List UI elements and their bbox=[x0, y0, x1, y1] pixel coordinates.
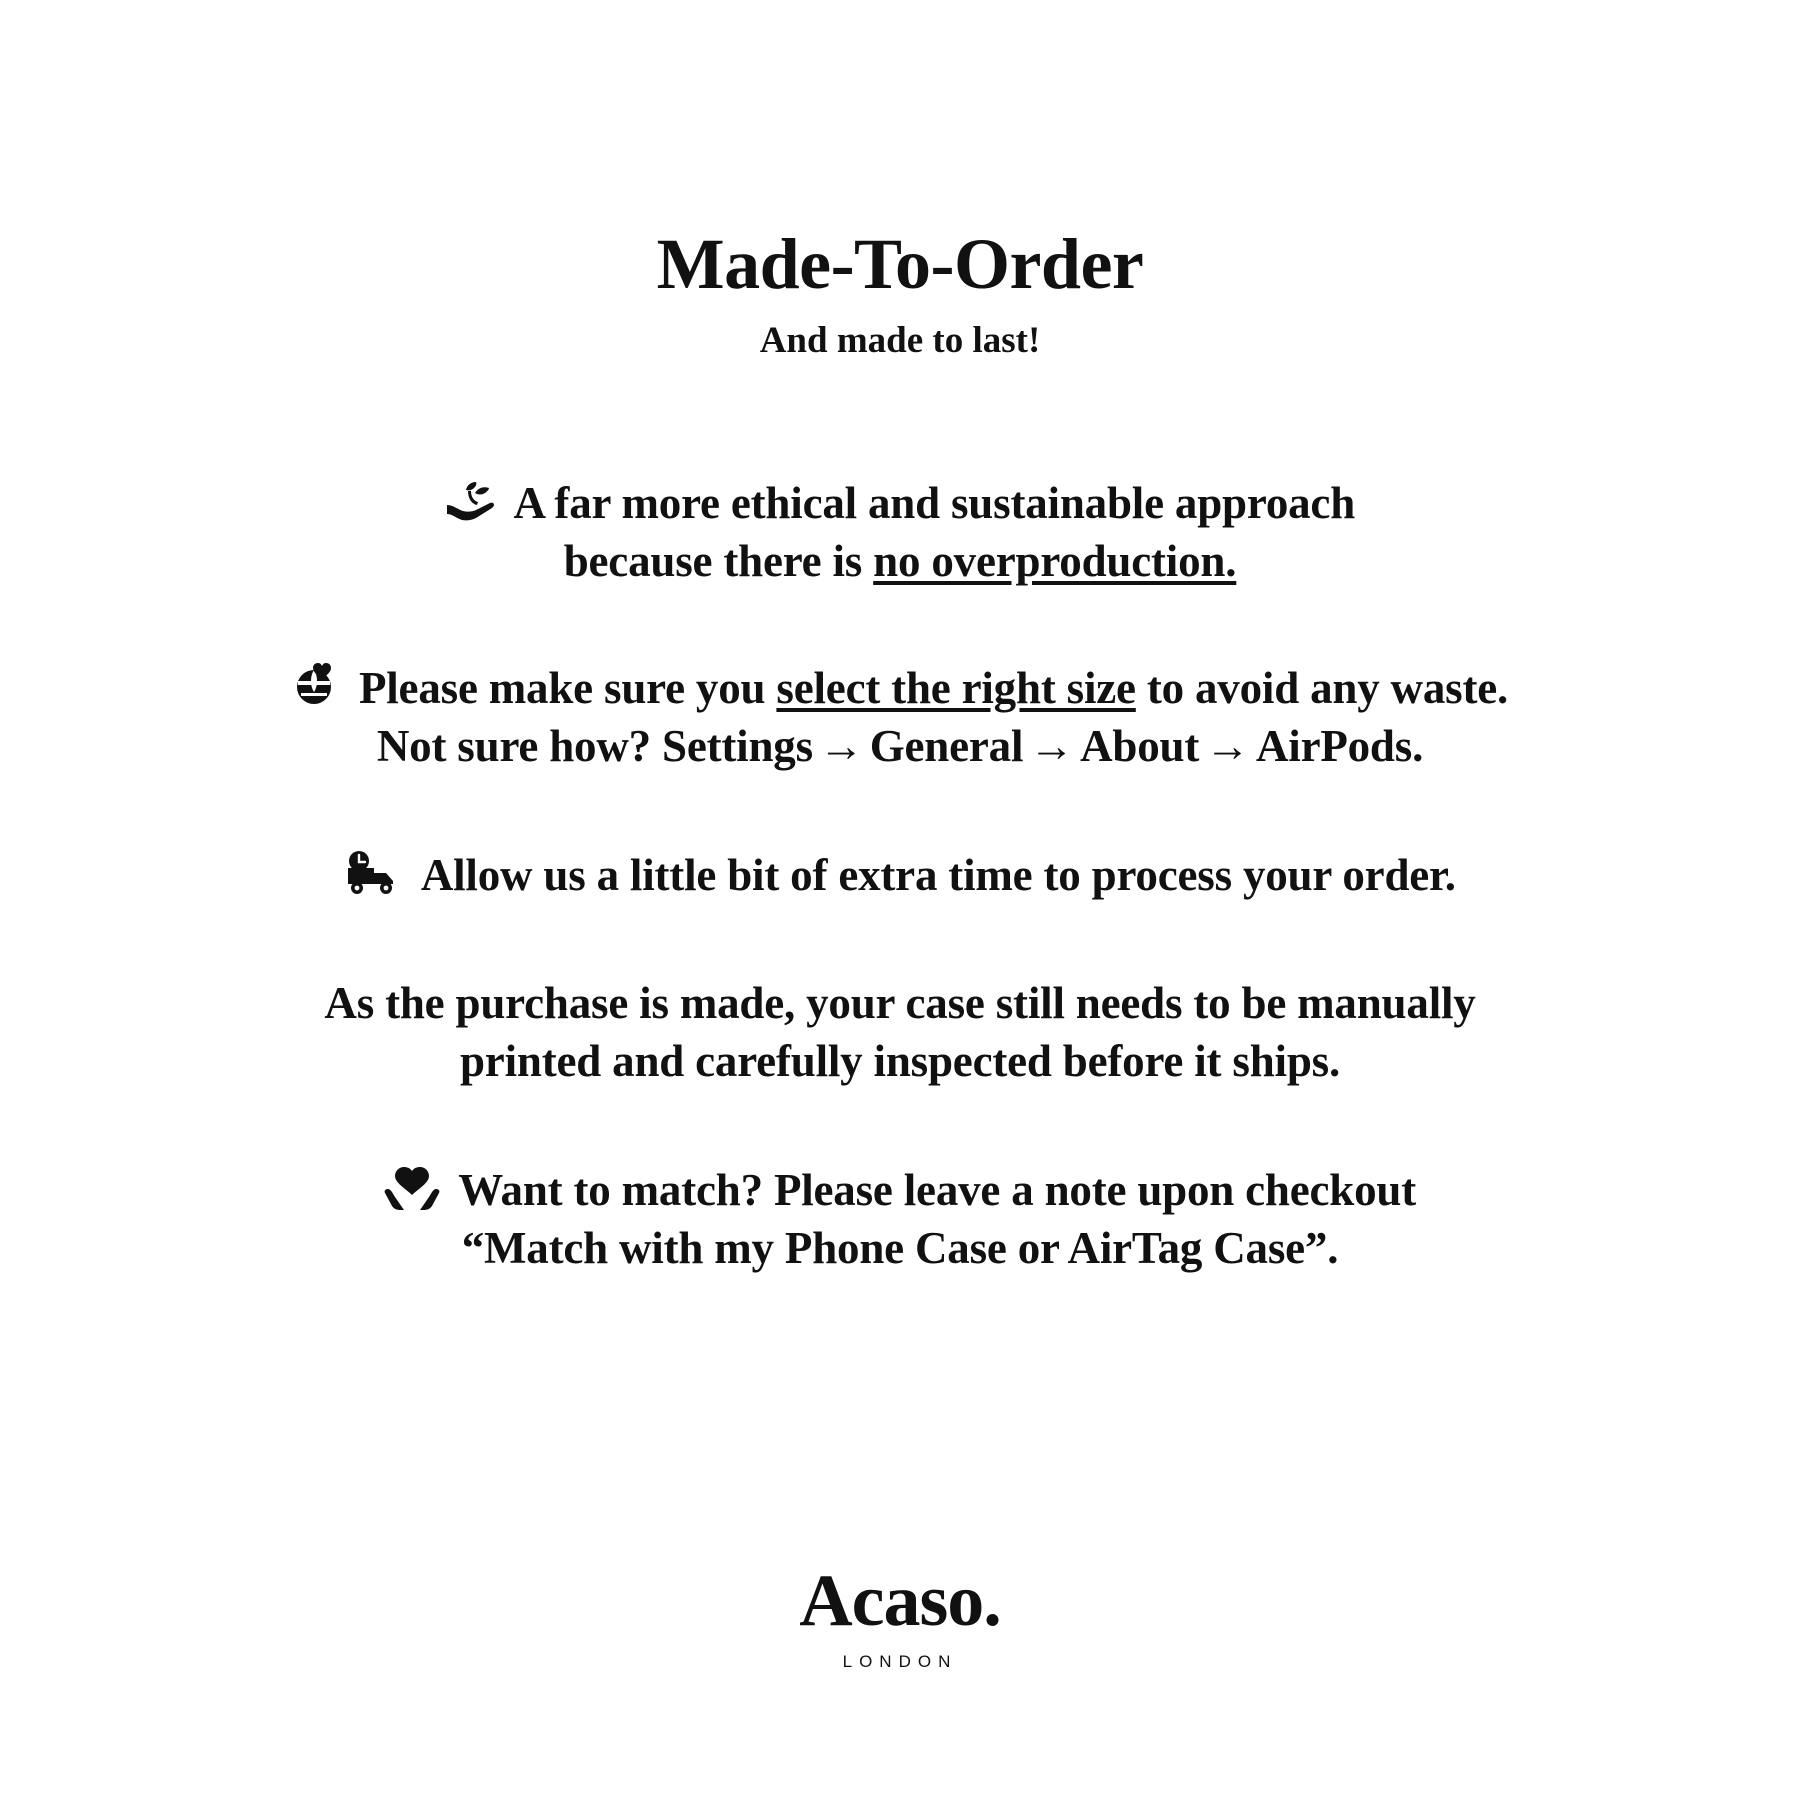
info-line bbox=[80, 475, 1720, 533]
info-text: Not sure how? Settings bbox=[376, 720, 813, 771]
info-line bbox=[80, 533, 1720, 591]
info-line bbox=[80, 847, 1720, 905]
info-block-processing-time bbox=[80, 847, 1720, 905]
path-step: General bbox=[869, 720, 1024, 771]
page-title: Made-To-Order bbox=[656, 224, 1144, 304]
info-block-manual-printing bbox=[80, 975, 1720, 1090]
header bbox=[656, 224, 1144, 361]
info-text-underlined: select the right size bbox=[776, 663, 1136, 714]
brand-logo bbox=[0, 1560, 1800, 1672]
info-line-settings-path bbox=[80, 718, 1720, 776]
brand-name: Acaso. bbox=[799, 1560, 1001, 1642]
info-text: because there is bbox=[563, 535, 874, 586]
info-line: “Match with my Phone Case or AirTag Case”. bbox=[461, 1222, 1339, 1273]
info-text: Allow us a little bit of extra time to process your order. bbox=[420, 850, 1456, 901]
hands-heart-icon bbox=[384, 1167, 440, 1211]
info-line: printed and carefully inspected before it ships. bbox=[459, 1035, 1341, 1086]
info-line bbox=[80, 660, 1720, 718]
info-text: to avoid any waste. bbox=[1135, 663, 1509, 714]
hand-holding-plant-icon bbox=[445, 478, 497, 524]
info-block-matching bbox=[80, 1162, 1720, 1277]
arrow-icon: → bbox=[1029, 720, 1075, 771]
path-step: AirPods. bbox=[1255, 720, 1424, 771]
arrow-icon: → bbox=[1205, 720, 1250, 771]
info-text: A far more ethical and sustainable approach bbox=[513, 478, 1356, 528]
info-line bbox=[80, 1162, 1720, 1220]
info-text: Want to match? Please leave a note upon checkout bbox=[458, 1165, 1417, 1216]
info-text: Please make sure you bbox=[358, 663, 777, 714]
arrow-icon: → bbox=[818, 720, 864, 771]
path-step: About bbox=[1080, 720, 1200, 771]
brand-location: LONDON bbox=[842, 1652, 958, 1671]
info-block-sustainability bbox=[80, 475, 1720, 590]
page-subtitle: And made to last! bbox=[759, 320, 1041, 361]
info-text-underlined: no overproduction. bbox=[873, 535, 1237, 586]
delivery-truck-clock-icon bbox=[344, 850, 404, 896]
globe-heart-icon bbox=[292, 661, 340, 709]
info-line: As the purchase is made, your case still needs to be manually bbox=[324, 977, 1476, 1028]
info-block-size bbox=[80, 660, 1720, 775]
